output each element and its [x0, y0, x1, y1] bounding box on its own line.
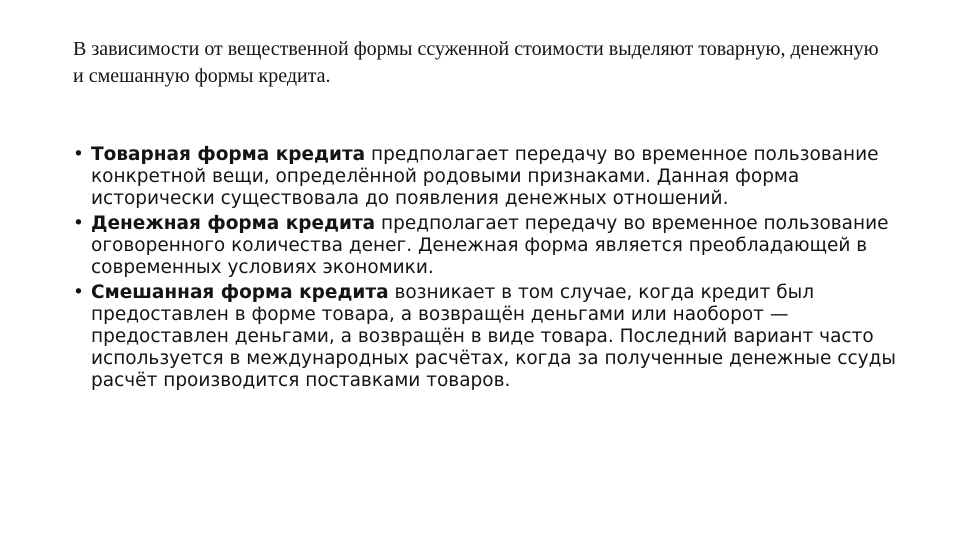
bullet-term: Денежная форма кредита: [91, 213, 376, 234]
bullet-text: предполагает передачу во временное пользование конкретной вещи, определённой родовыми признаками. Данная форма исторически существовала до появления денежных отношений.: [91, 144, 879, 209]
intro-paragraph: В зависимости от вещественной формы ссуженной стоимости выделяют товарную, денежную и смешанную формы кредита.: [73, 38, 879, 87]
bullet-term: Смешанная форма кредита: [91, 282, 389, 303]
bullet-icon: •: [73, 213, 84, 234]
bullet-item-mixed-credit: [73, 282, 903, 392]
bullet-item-commodity-credit: [73, 144, 903, 210]
bullet-item-money-credit: [73, 213, 903, 279]
bullet-icon: •: [73, 282, 84, 303]
bullet-text: возникает в том случае, когда кредит был предоставлен в форме товара, а возвращён деньгами или наоборот — предоставлен деньгами, а возвращён в виде товара. Последний вариант часто используется в международных расчётах, когда за полученные денежные ссуды расчёт производится поставками товаров.: [91, 282, 896, 391]
bullet-icon: •: [73, 144, 84, 165]
bullet-term: Товарная форма кредита: [91, 144, 366, 165]
bullet-list: [73, 144, 903, 395]
bullet-text: предполагает передачу во временное пользование оговоренного количества денег. Денежная форма является преобладающей в современных условиях экономики.: [91, 213, 889, 278]
